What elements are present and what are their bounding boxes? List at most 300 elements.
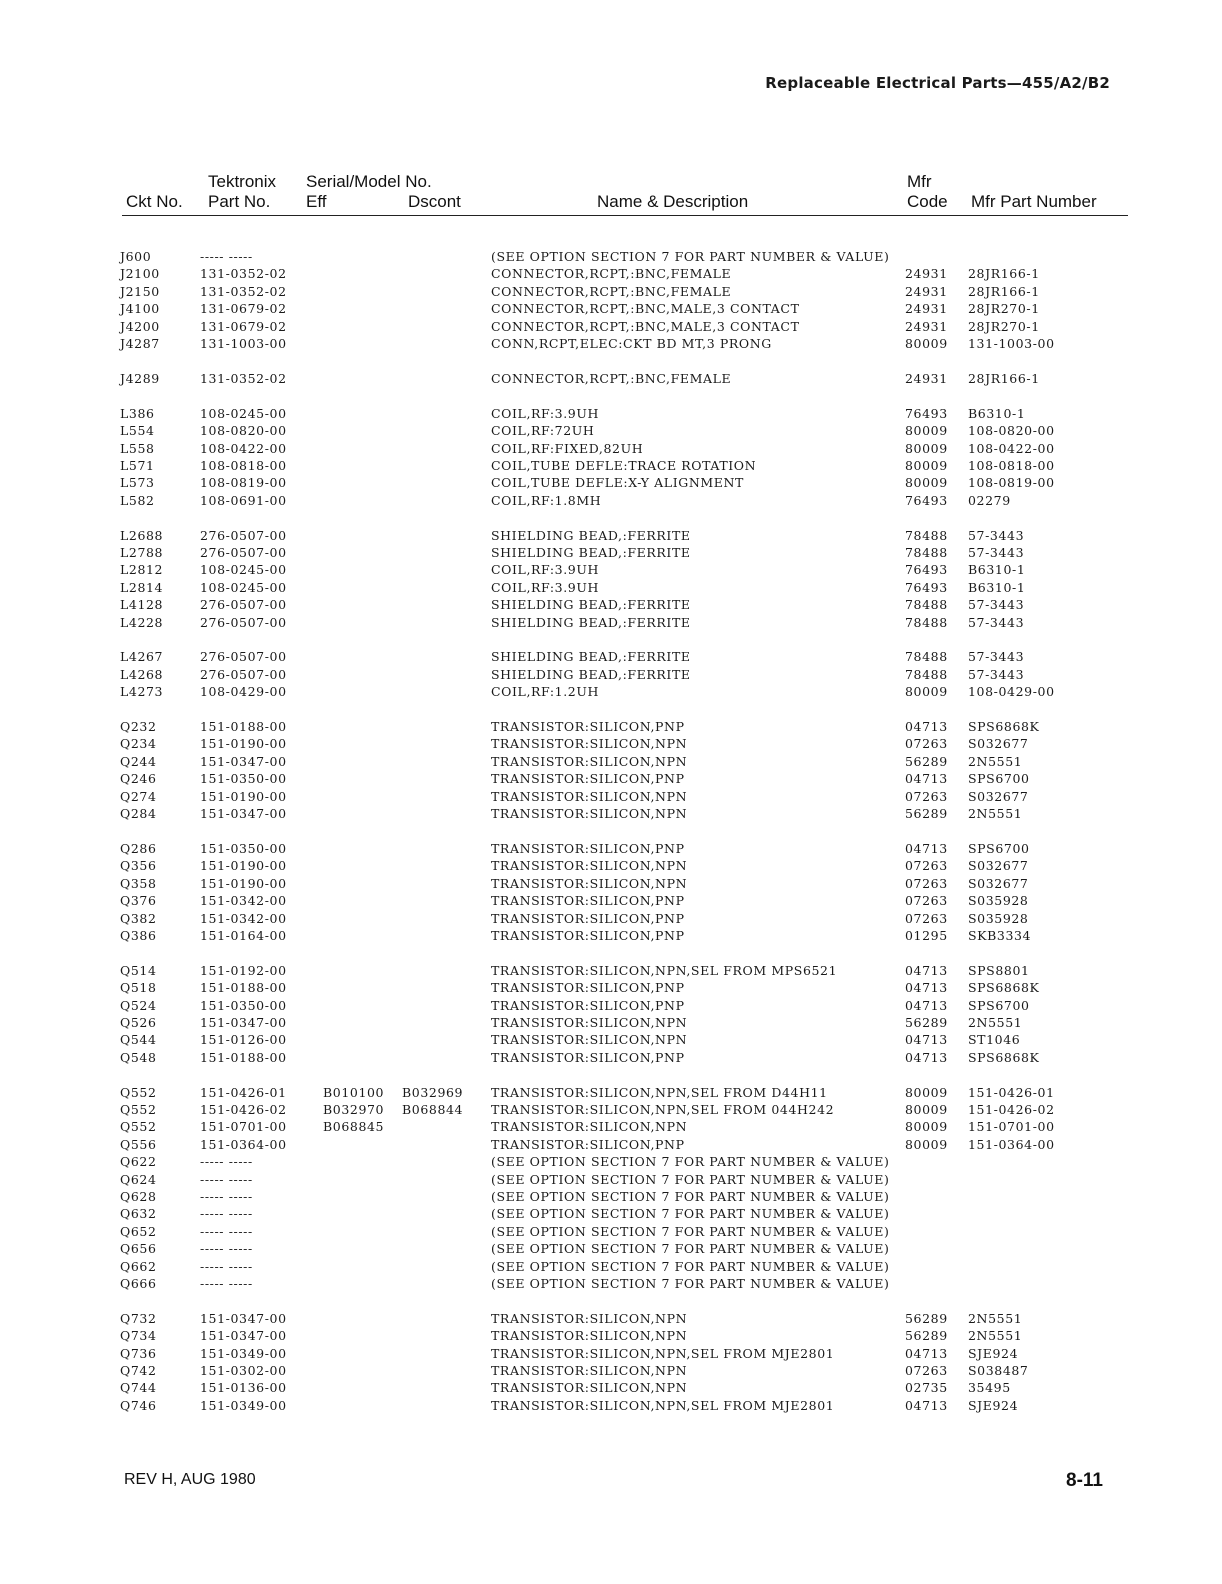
cell-serial-dscont: B068844	[402, 1102, 464, 1118]
cell-ckt-no: L2812	[120, 562, 164, 578]
cell-mfr-code: 24931	[905, 370, 948, 386]
cell-mfr-part-number: 57-3443	[968, 614, 1025, 630]
cell-part-no: 151-0190-00	[200, 788, 287, 804]
cell-description: COIL,RF:72UH	[491, 423, 595, 439]
cell-mfr-code: 80009	[905, 684, 948, 700]
cell-mfr-code: 04713	[905, 1049, 948, 1065]
table-row	[0, 1379, 1222, 1396]
cell-ckt-no: Q734	[120, 1328, 157, 1344]
cell-ckt-no: Q628	[120, 1188, 157, 1204]
cell-part-no: 108-0245-00	[200, 405, 287, 421]
cell-description: (SEE OPTION SECTION 7 FOR PART NUMBER & VALUE)	[491, 1241, 890, 1257]
cell-mfr-code: 56289	[905, 1014, 948, 1030]
cell-description: TRANSISTOR:SILICON,PNP	[491, 840, 685, 856]
cell-description: TRANSISTOR:SILICON,PNP	[491, 719, 685, 735]
cell-mfr-part-number: SJE924	[968, 1397, 1019, 1413]
cell-ckt-no: Q274	[120, 788, 157, 804]
cell-mfr-part-number: 28JR270-1	[968, 301, 1040, 317]
cell-mfr-code: 76493	[905, 562, 948, 578]
table-row	[0, 805, 1222, 822]
cell-part-no: 131-0352-02	[200, 266, 287, 282]
cell-part-no: 151-0190-00	[200, 875, 287, 891]
cell-part-no: 151-0347-00	[200, 753, 287, 769]
cell-ckt-no: Q376	[120, 893, 157, 909]
cell-ckt-no: Q284	[120, 806, 157, 822]
cell-part-no: 151-0701-00	[200, 1119, 287, 1135]
cell-mfr-part-number: 2N5551	[968, 1328, 1023, 1344]
table-row	[0, 927, 1222, 944]
cell-ckt-no: L4268	[120, 666, 164, 682]
cell-mfr-code: 76493	[905, 405, 948, 421]
cell-mfr-part-number: 131-1003-00	[968, 335, 1055, 351]
cell-description: TRANSISTOR:SILICON,PNP	[491, 893, 685, 909]
cell-ckt-no: Q382	[120, 910, 157, 926]
table-row	[0, 596, 1222, 613]
parts-group	[0, 718, 1222, 822]
cell-part-no: 131-1003-00	[200, 335, 287, 351]
cell-mfr-code: 07263	[905, 736, 948, 752]
cell-description: SHIELDING BEAD,:FERRITE	[491, 544, 691, 560]
cell-ckt-no: Q286	[120, 840, 157, 856]
parts-group	[0, 405, 1222, 509]
cell-description: CONNECTOR,RCPT,:BNC,FEMALE	[491, 283, 732, 299]
cell-description: TRANSISTOR:SILICON,PNP	[491, 980, 685, 996]
cell-mfr-code: 78488	[905, 666, 948, 682]
cell-mfr-code: 07263	[905, 893, 948, 909]
cell-part-no: ----- -----	[200, 1241, 253, 1257]
cell-part-no: 108-0245-00	[200, 562, 287, 578]
cell-description: COIL,RF:1.8MH	[491, 492, 602, 508]
cell-mfr-code: 04713	[905, 1397, 948, 1413]
cell-ckt-no: J2150	[120, 283, 160, 299]
table-row	[0, 683, 1222, 700]
cell-mfr-code: 24931	[905, 283, 948, 299]
cell-part-no: 151-0302-00	[200, 1362, 287, 1378]
cell-part-no: 151-0350-00	[200, 771, 287, 787]
column-header-ckt-no: Ckt No.	[126, 192, 183, 211]
cell-description: TRANSISTOR:SILICON,NPN	[491, 806, 688, 822]
cell-mfr-part-number: SKB3334	[968, 927, 1032, 943]
cell-part-no: 108-0818-00	[200, 457, 287, 473]
cell-mfr-code: 24931	[905, 266, 948, 282]
cell-mfr-part-number: SPS8801	[968, 962, 1030, 978]
cell-part-no: 151-0350-00	[200, 840, 287, 856]
table-row	[0, 1240, 1222, 1257]
cell-part-no: 151-0426-02	[200, 1102, 287, 1118]
cell-description: SHIELDING BEAD,:FERRITE	[491, 527, 691, 543]
cell-mfr-part-number: 57-3443	[968, 666, 1025, 682]
cell-ckt-no: Q552	[120, 1084, 157, 1100]
parts-group	[0, 648, 1222, 700]
cell-part-no: 151-0364-00	[200, 1136, 287, 1152]
table-row	[0, 875, 1222, 892]
cell-ckt-no: Q244	[120, 753, 157, 769]
parts-list	[0, 248, 1222, 1432]
cell-mfr-part-number: 151-0426-01	[968, 1084, 1055, 1100]
cell-mfr-code: 04713	[905, 840, 948, 856]
cell-ckt-no: Q524	[120, 997, 157, 1013]
cell-mfr-part-number: 02279	[968, 492, 1011, 508]
cell-mfr-part-number: 151-0364-00	[968, 1136, 1055, 1152]
cell-ckt-no: J4200	[120, 318, 160, 334]
header-rule	[122, 215, 1128, 216]
cell-part-no: 151-0350-00	[200, 997, 287, 1013]
cell-description: TRANSISTOR:SILICON,NPN	[491, 875, 688, 891]
cell-part-no: 108-0422-00	[200, 440, 287, 456]
cell-mfr-part-number: S038487	[968, 1362, 1029, 1378]
cell-part-no: 131-0679-02	[200, 301, 287, 317]
parts-group	[0, 248, 1222, 352]
cell-ckt-no: Q518	[120, 980, 157, 996]
column-header-part-no: Part No.	[208, 192, 271, 211]
cell-part-no: 108-0245-00	[200, 579, 287, 595]
cell-part-no: 276-0507-00	[200, 527, 287, 543]
cell-description: SHIELDING BEAD,:FERRITE	[491, 597, 691, 613]
cell-serial-eff: B010100	[323, 1084, 385, 1100]
cell-description: TRANSISTOR:SILICON,NPN	[491, 788, 688, 804]
table-row	[0, 1101, 1222, 1118]
column-header-name-description: Name & Description	[597, 192, 749, 211]
cell-part-no: 151-0349-00	[200, 1397, 287, 1413]
table-row	[0, 1345, 1222, 1362]
cell-mfr-code: 04713	[905, 997, 948, 1013]
cell-ckt-no: Q556	[120, 1136, 157, 1152]
cell-ckt-no: L571	[120, 457, 155, 473]
cell-ckt-no: J4100	[120, 301, 160, 317]
cell-description: (SEE OPTION SECTION 7 FOR PART NUMBER & VALUE)	[491, 1188, 890, 1204]
cell-part-no: 108-0819-00	[200, 475, 287, 491]
footer-page-number: 8-11	[1066, 1470, 1103, 1491]
cell-ckt-no: L2814	[120, 579, 164, 595]
table-row	[0, 1153, 1222, 1170]
cell-part-no: 151-0347-00	[200, 806, 287, 822]
table-row	[0, 1188, 1222, 1205]
cell-description: COIL,RF:3.9UH	[491, 562, 599, 578]
cell-mfr-part-number: 108-0422-00	[968, 440, 1055, 456]
cell-description: CONNECTOR,RCPT,:BNC,MALE,3 CONTACT	[491, 301, 800, 317]
cell-description: (SEE OPTION SECTION 7 FOR PART NUMBER & VALUE)	[491, 1154, 890, 1170]
cell-ckt-no: L2788	[120, 544, 164, 560]
table-row	[0, 265, 1222, 282]
cell-description: CONNECTOR,RCPT,:BNC,FEMALE	[491, 266, 732, 282]
table-row	[0, 422, 1222, 439]
cell-ckt-no: L4228	[120, 614, 164, 630]
table-row	[0, 1275, 1222, 1292]
cell-mfr-part-number: SPS6700	[968, 997, 1030, 1013]
cell-description: TRANSISTOR:SILICON,NPN,SEL FROM 044H242	[491, 1102, 835, 1118]
cell-part-no: ----- -----	[200, 249, 253, 264]
cell-ckt-no: Q548	[120, 1049, 157, 1065]
cell-description: TRANSISTOR:SILICON,PNP	[491, 1136, 685, 1152]
column-header-mfr-part-number: Mfr Part Number	[971, 192, 1097, 211]
parts-group	[0, 840, 1222, 944]
cell-ckt-no: Q514	[120, 962, 157, 978]
cell-mfr-code: 78488	[905, 649, 948, 665]
cell-mfr-code: 56289	[905, 753, 948, 769]
cell-part-no: 151-0164-00	[200, 927, 287, 943]
table-row	[0, 457, 1222, 474]
table-row	[0, 962, 1222, 979]
cell-ckt-no: Q622	[120, 1154, 157, 1170]
cell-mfr-part-number: 108-0429-00	[968, 684, 1055, 700]
cell-ckt-no: L2688	[120, 527, 164, 543]
cell-ckt-no: Q246	[120, 771, 157, 787]
cell-part-no: 276-0507-00	[200, 649, 287, 665]
table-row	[0, 1327, 1222, 1344]
cell-ckt-no: Q742	[120, 1362, 157, 1378]
cell-description: TRANSISTOR:SILICON,PNP	[491, 927, 685, 943]
cell-mfr-code: 80009	[905, 457, 948, 473]
cell-part-no: 151-0426-01	[200, 1084, 287, 1100]
column-header-serial-model: Serial/Model No.	[306, 172, 432, 191]
cell-ckt-no: Q744	[120, 1380, 157, 1396]
table-row	[0, 753, 1222, 770]
cell-ckt-no: L4267	[120, 649, 164, 665]
cell-part-no: 276-0507-00	[200, 666, 287, 682]
cell-part-no: 151-0190-00	[200, 736, 287, 752]
parts-group	[0, 1084, 1222, 1293]
cell-ckt-no: Q232	[120, 719, 157, 735]
cell-mfr-code: 01295	[905, 927, 948, 943]
cell-part-no: 151-0188-00	[200, 980, 287, 996]
cell-mfr-code: 24931	[905, 301, 948, 317]
cell-part-no: 151-0126-00	[200, 1032, 287, 1048]
cell-mfr-part-number: SPS6700	[968, 771, 1030, 787]
cell-part-no: 276-0507-00	[200, 597, 287, 613]
table-row	[0, 1362, 1222, 1379]
cell-part-no: 131-0352-02	[200, 283, 287, 299]
cell-ckt-no: Q662	[120, 1258, 157, 1274]
table-row	[0, 788, 1222, 805]
cell-mfr-part-number: S032677	[968, 788, 1029, 804]
table-row	[0, 1084, 1222, 1101]
cell-ckt-no: Q552	[120, 1102, 157, 1118]
cell-ckt-no: L582	[120, 492, 155, 508]
cell-ckt-no: J2100	[120, 266, 160, 282]
cell-mfr-part-number: 151-0701-00	[968, 1119, 1055, 1135]
table-row	[0, 579, 1222, 596]
page-header-title: Replaceable Electrical Parts—455/A2/B2	[765, 74, 1110, 92]
cell-mfr-code: 76493	[905, 579, 948, 595]
cell-ckt-no: Q386	[120, 927, 157, 943]
cell-part-no: 108-0820-00	[200, 423, 287, 439]
table-row	[0, 561, 1222, 578]
cell-description: TRANSISTOR:SILICON,PNP	[491, 1049, 685, 1065]
table-row	[0, 892, 1222, 909]
cell-mfr-part-number: SJE924	[968, 1345, 1019, 1361]
cell-description: TRANSISTOR:SILICON,NPN	[491, 1362, 688, 1378]
cell-ckt-no: L558	[120, 440, 155, 456]
cell-description: TRANSISTOR:SILICON,PNP	[491, 910, 685, 926]
cell-mfr-part-number: 2N5551	[968, 806, 1023, 822]
cell-ckt-no: J4289	[120, 370, 160, 386]
cell-mfr-part-number: 28JR166-1	[968, 266, 1040, 282]
cell-part-no: 151-0136-00	[200, 1380, 287, 1396]
cell-mfr-part-number: ST1046	[968, 1032, 1021, 1048]
cell-ckt-no: Q732	[120, 1310, 157, 1326]
cell-part-no: 151-0347-00	[200, 1310, 287, 1326]
table-row	[0, 857, 1222, 874]
cell-description: SHIELDING BEAD,:FERRITE	[491, 614, 691, 630]
column-headers	[0, 172, 1222, 216]
cell-mfr-part-number: 2N5551	[968, 1014, 1023, 1030]
parts-group	[0, 370, 1222, 387]
cell-mfr-code: 56289	[905, 1328, 948, 1344]
cell-description: COIL,RF:3.9UH	[491, 579, 599, 595]
table-row	[0, 718, 1222, 735]
cell-mfr-part-number: SPS6700	[968, 840, 1030, 856]
cell-part-no: ----- -----	[200, 1223, 253, 1239]
cell-ckt-no: Q656	[120, 1241, 157, 1257]
table-row	[0, 1049, 1222, 1066]
table-row	[0, 335, 1222, 352]
cell-mfr-part-number: 2N5551	[968, 753, 1023, 769]
table-row	[0, 300, 1222, 317]
table-row	[0, 1310, 1222, 1327]
cell-mfr-code: 07263	[905, 858, 948, 874]
cell-ckt-no: J4287	[120, 335, 160, 351]
cell-mfr-code: 02735	[905, 1380, 948, 1396]
cell-description: TRANSISTOR:SILICON,NPN,SEL FROM MJE2801	[491, 1345, 835, 1361]
table-row	[0, 283, 1222, 300]
cell-mfr-part-number: 57-3443	[968, 527, 1025, 543]
cell-ckt-no: Q358	[120, 875, 157, 891]
cell-mfr-part-number: 108-0820-00	[968, 423, 1055, 439]
cell-description: TRANSISTOR:SILICON,NPN	[491, 736, 688, 752]
cell-mfr-code: 80009	[905, 440, 948, 456]
cell-mfr-part-number: B6310-1	[968, 405, 1026, 421]
cell-mfr-part-number: SPS6868K	[968, 1049, 1040, 1065]
cell-mfr-code: 78488	[905, 597, 948, 613]
cell-serial-eff: B032970	[323, 1102, 385, 1118]
cell-description: TRANSISTOR:SILICON,NPN	[491, 753, 688, 769]
cell-part-no: 151-0188-00	[200, 719, 287, 735]
cell-mfr-part-number: 151-0426-02	[968, 1102, 1055, 1118]
cell-mfr-part-number: 57-3443	[968, 544, 1025, 560]
parts-group	[0, 527, 1222, 631]
cell-description: (SEE OPTION SECTION 7 FOR PART NUMBER & VALUE)	[491, 1206, 890, 1222]
cell-mfr-code: 76493	[905, 492, 948, 508]
cell-part-no: 151-0347-00	[200, 1014, 287, 1030]
cell-ckt-no: L386	[120, 405, 155, 421]
cell-mfr-code: 56289	[905, 1310, 948, 1326]
cell-ckt-no: Q632	[120, 1206, 157, 1222]
cell-description: TRANSISTOR:SILICON,NPN	[491, 1014, 688, 1030]
cell-description: TRANSISTOR:SILICON,PNP	[491, 997, 685, 1013]
cell-part-no: 151-0342-00	[200, 910, 287, 926]
cell-mfr-part-number: SPS6868K	[968, 980, 1040, 996]
table-row	[0, 770, 1222, 787]
cell-mfr-code: 78488	[905, 527, 948, 543]
cell-mfr-code: 24931	[905, 318, 948, 334]
column-header-mfr: Mfr	[907, 172, 932, 191]
column-header-code: Code	[907, 192, 948, 211]
cell-description: TRANSISTOR:SILICON,NPN	[491, 1310, 688, 1326]
cell-part-no: 131-0679-02	[200, 318, 287, 334]
cell-mfr-code: 80009	[905, 1119, 948, 1135]
parts-group	[0, 962, 1222, 1066]
cell-part-no: 151-0347-00	[200, 1328, 287, 1344]
cell-mfr-code: 78488	[905, 544, 948, 560]
table-row	[0, 735, 1222, 752]
cell-description: TRANSISTOR:SILICON,NPN	[491, 1380, 688, 1396]
table-row	[0, 527, 1222, 544]
cell-mfr-part-number: S035928	[968, 893, 1029, 909]
cell-mfr-code: 07263	[905, 910, 948, 926]
table-row	[0, 544, 1222, 561]
table-row	[0, 1118, 1222, 1135]
table-row	[0, 666, 1222, 683]
cell-mfr-code: 04713	[905, 1032, 948, 1048]
cell-serial-eff: B068845	[323, 1119, 385, 1135]
table-row	[0, 614, 1222, 631]
footer-revision: REV H, AUG 1980	[124, 1471, 256, 1488]
cell-part-no: 151-0349-00	[200, 1345, 287, 1361]
cell-description: CONN,RCPT,ELEC:CKT BD MT,3 PRONG	[491, 335, 772, 351]
cell-mfr-part-number: 28JR166-1	[968, 370, 1040, 386]
cell-mfr-code: 04713	[905, 962, 948, 978]
table-row	[0, 440, 1222, 457]
table-row	[0, 997, 1222, 1014]
cell-part-no: 151-0188-00	[200, 1049, 287, 1065]
cell-mfr-code: 56289	[905, 806, 948, 822]
parts-group	[0, 1310, 1222, 1414]
cell-mfr-part-number: SPS6868K	[968, 719, 1040, 735]
cell-description: COIL,TUBE DEFLE:TRACE ROTATION	[491, 457, 757, 473]
cell-ckt-no: Q526	[120, 1014, 157, 1030]
cell-mfr-part-number: 35495	[968, 1380, 1011, 1396]
cell-description: (SEE OPTION SECTION 7 FOR PART NUMBER & VALUE)	[491, 1223, 890, 1239]
table-row	[0, 840, 1222, 857]
cell-ckt-no: Q544	[120, 1032, 157, 1048]
table-row	[0, 370, 1222, 387]
cell-ckt-no: J600	[120, 249, 152, 264]
cell-mfr-part-number: B6310-1	[968, 562, 1026, 578]
cell-mfr-code: 07263	[905, 875, 948, 891]
table-row	[0, 1031, 1222, 1048]
cell-mfr-part-number: S032677	[968, 875, 1029, 891]
cell-part-no: 108-0429-00	[200, 684, 287, 700]
cell-mfr-part-number: S032677	[968, 858, 1029, 874]
cell-part-no: 151-0192-00	[200, 962, 287, 978]
cell-part-no: 276-0507-00	[200, 544, 287, 560]
cell-mfr-code: 07263	[905, 788, 948, 804]
cell-mfr-code: 80009	[905, 1136, 948, 1152]
column-header-eff: Eff	[306, 192, 327, 211]
cell-description: TRANSISTOR:SILICON,NPN,SEL FROM MJE2801	[491, 1397, 835, 1413]
cell-part-no: 108-0691-00	[200, 492, 287, 508]
cell-mfr-code: 80009	[905, 335, 948, 351]
cell-description: COIL,TUBE DEFLE:X-Y ALIGNMENT	[491, 475, 744, 491]
cell-description: CONNECTOR,RCPT,:BNC,MALE,3 CONTACT	[491, 318, 800, 334]
cell-part-no: 131-0352-02	[200, 370, 287, 386]
table-row	[0, 474, 1222, 491]
cell-description: (SEE OPTION SECTION 7 FOR PART NUMBER & VALUE)	[491, 1275, 890, 1291]
cell-mfr-code: 80009	[905, 475, 948, 491]
cell-ckt-no: Q736	[120, 1345, 157, 1361]
cell-mfr-part-number: 108-0818-00	[968, 457, 1055, 473]
cell-part-no: ----- -----	[200, 1258, 253, 1274]
cell-mfr-part-number: 28JR166-1	[968, 283, 1040, 299]
cell-serial-dscont: B032969	[402, 1084, 464, 1100]
cell-description: TRANSISTOR:SILICON,NPN	[491, 1032, 688, 1048]
cell-mfr-part-number: 108-0819-00	[968, 475, 1055, 491]
cell-ckt-no: L4273	[120, 684, 164, 700]
column-header-tektronix: Tektronix	[208, 172, 277, 191]
cell-part-no: 151-0342-00	[200, 893, 287, 909]
table-row	[0, 1205, 1222, 1222]
cell-description: TRANSISTOR:SILICON,PNP	[491, 771, 685, 787]
